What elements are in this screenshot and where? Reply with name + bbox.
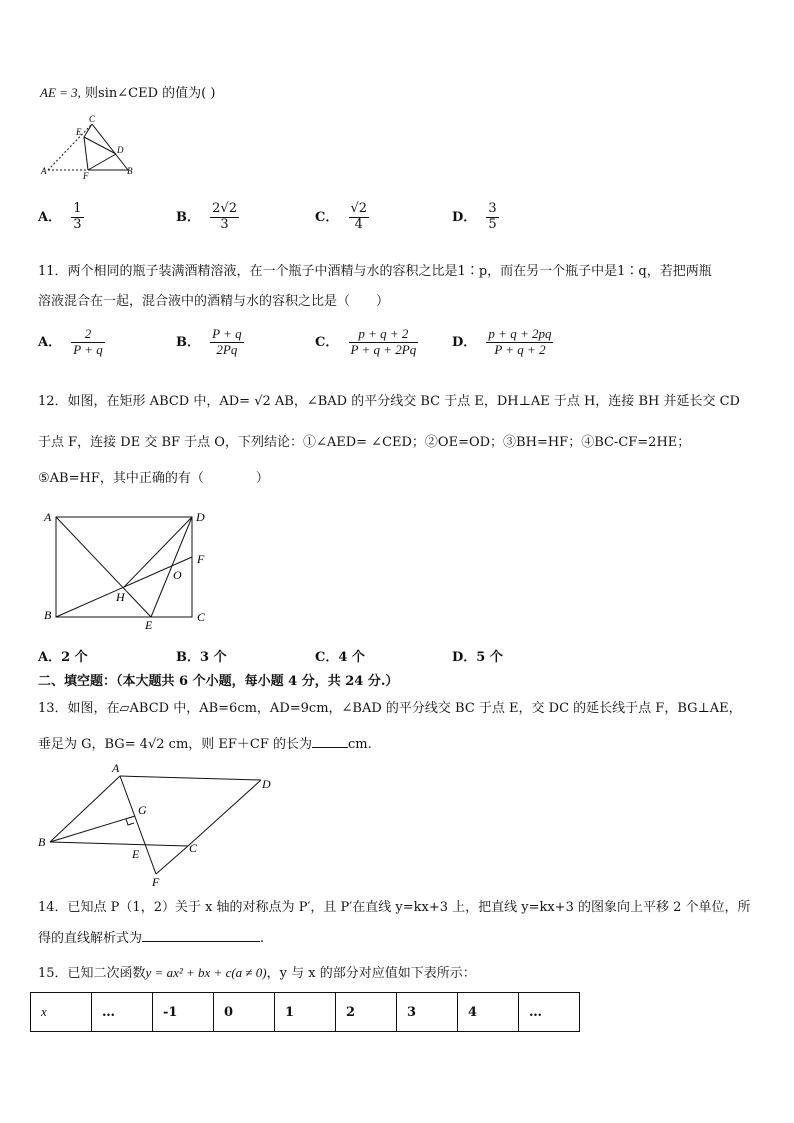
q10-side-ce — [84, 124, 92, 137]
q15-stem — [38, 962, 476, 981]
q10-option-d — [452, 202, 499, 233]
q13-side-ab — [50, 776, 120, 842]
q10-option-b — [176, 202, 239, 233]
q10-stem — [40, 82, 215, 101]
q11-option-c — [315, 327, 418, 358]
q13-line-bg — [50, 816, 135, 842]
q13-side-ad — [120, 776, 261, 780]
q15-stem-post: ，y 与 x 的部分对应值如下表所示： — [266, 966, 476, 981]
q12-option-a-label: A． — [38, 650, 62, 665]
q13-line2-unit: cm. — [348, 737, 372, 752]
q13-label-c: C — [189, 841, 198, 855]
q15-stem-formula: y = ax² + bx + c(a ≠ 0) — [145, 965, 267, 980]
q12-line-dh — [124, 517, 192, 587]
q12-option-d-label: D． — [452, 650, 477, 665]
q13-label-b: B — [38, 835, 46, 849]
q11-option-b-num: P + q — [212, 326, 242, 341]
q13-line2 — [38, 733, 372, 752]
q12-label-d: D — [196, 510, 205, 524]
table-row — [31, 993, 580, 1032]
q11-line1: 11．两个相同的瓶子装满酒精溶液，在一个瓶子中酒精与水的容积之比是1∶p，而在另一个瓶子中是1∶q，若把两瓶 — [38, 264, 712, 279]
q12-option-b-text: 3 个 — [200, 650, 227, 665]
q10-option-c-num: √2 — [350, 201, 368, 216]
q14-line2 — [38, 927, 264, 946]
table-cell: … — [519, 993, 580, 1032]
q10-option-c-den: 4 — [354, 216, 363, 232]
table-cell: 3 — [397, 993, 458, 1032]
q12-option-a — [38, 646, 88, 665]
q11-option-b — [176, 327, 244, 358]
q15-value-table — [30, 992, 580, 1032]
q12-label-a: A — [44, 510, 52, 524]
q13-label-e: E — [132, 847, 140, 861]
q10-option-b-den: 3 — [220, 216, 229, 232]
q12-option-d-text: 5 个 — [476, 650, 503, 665]
q13-label-g: G — [138, 803, 147, 817]
q14-answer-blank[interactable] — [142, 941, 260, 942]
q12-line-de — [151, 517, 192, 617]
q12-line-bf — [56, 557, 192, 617]
q12-label-o: O — [173, 568, 182, 582]
q11-option-b-den: 2Pq — [216, 341, 238, 357]
q11-line2: 溶液混合在一起，混合液中的酒精与水的容积之比是（ ） — [38, 294, 390, 309]
table-cell: -1 — [153, 993, 214, 1032]
q11-option-a-den: P + q — [73, 341, 103, 357]
q11-option-a — [38, 327, 105, 358]
q14-line2-text: 得的直线解析式为 — [38, 931, 143, 946]
q12-label-h: H — [116, 590, 125, 604]
q12-option-a-text: 2 个 — [61, 650, 88, 665]
q12-option-b — [176, 646, 227, 665]
table-cell: … — [92, 993, 153, 1032]
q12-label-c: C — [197, 610, 206, 624]
q13-answer-blank[interactable] — [312, 747, 348, 748]
q10-label-e: E — [76, 127, 82, 137]
q15-stem-pre: 15．已知二次函数 — [38, 966, 146, 981]
q10-option-a-den: 3 — [73, 216, 82, 232]
q11-option-a-num: 2 — [71, 327, 104, 343]
q10-label-b: B — [127, 166, 133, 176]
q12-option-d — [452, 646, 503, 665]
q11-option-c-den: P + q + 2Pq — [350, 341, 417, 357]
q10-option-b-num: 2√2 — [212, 201, 237, 216]
q10-side-ef — [84, 137, 88, 170]
q11-option-d-den: P + q + 2 — [494, 341, 546, 357]
q13-label-d: D — [262, 777, 271, 791]
q10-option-d-label: D． — [452, 209, 477, 225]
q12-line3: ⑤AB=HF，其中正确的有（ ） — [38, 471, 269, 486]
q10-triangle-figure — [36, 112, 146, 182]
q10-label-d: D — [117, 145, 124, 155]
q10-label-c: C — [89, 114, 96, 124]
q10-label-f: F — [83, 171, 89, 181]
q12-option-c — [315, 646, 365, 665]
q12-label-e: E — [145, 618, 153, 630]
q11-option-c-num: p + q + 2 — [349, 327, 419, 343]
q13-side-dc — [188, 780, 261, 846]
q13-ext-cf — [156, 846, 188, 874]
q10-option-b-label: B． — [176, 209, 200, 225]
q11-option-d-num: p + q + 2pq — [488, 326, 552, 341]
q10-option-a — [38, 202, 84, 233]
q12-option-b-label: B． — [176, 650, 200, 665]
q13-label-a: A — [112, 761, 120, 775]
q10-side-ed — [84, 137, 116, 154]
q10-option-d-num: 3 — [488, 201, 497, 216]
q12-option-c-text: 4 个 — [338, 650, 365, 665]
q10-option-a-num: 1 — [73, 201, 82, 216]
q12-label-f: F — [197, 552, 205, 566]
table-cell: 2 — [336, 993, 397, 1032]
q12-label-b: B — [44, 608, 52, 622]
q10-option-c-label: C． — [315, 209, 339, 225]
q10-side-fd — [88, 154, 116, 170]
q13-line2-text: 垂足为 G，BG= 4√2 cm，则 EF＋CF 的长为 — [38, 737, 313, 752]
q13-line1: 13．如图，在▱ABCD 中，AB=6cm，AD=9cm，∠BAD 的平分线交 BC 于点 E，交 DC 的延长线于点 F，BG⊥AE， — [38, 701, 742, 716]
q12-option-c-label: C． — [315, 650, 339, 665]
q10-label-a: A — [41, 166, 47, 176]
q13-label-f: F — [152, 875, 160, 889]
q10-option-d-den: 5 — [488, 216, 497, 232]
q11-option-d — [452, 327, 553, 358]
q10-stem-math: AE = 3, — [40, 85, 81, 100]
q10-stem-text: 则sin∠CED 的值为( ) — [85, 86, 216, 101]
q10-option-c — [315, 202, 369, 233]
table-cell-x: x — [31, 993, 92, 1032]
q11-option-b-label: B． — [176, 334, 200, 350]
q10-option-a-label: A． — [38, 209, 62, 225]
section-heading-fill-in: 二、填空题：（本大题共 6 个小题，每小题 4 分，共 24 分.） — [38, 674, 399, 689]
table-cell: 1 — [275, 993, 336, 1032]
table-cell: 4 — [458, 993, 519, 1032]
q12-line2: 于点 F，连接 DE 交 BF 于点 O，下列结论：①∠AED= ∠CED；②OE=OD；③BH=HF；④BC-CF=2HE； — [38, 435, 691, 450]
q13-parallelogram-figure — [34, 758, 284, 890]
q13-side-bc — [50, 842, 188, 846]
q14-line2-end: . — [260, 931, 265, 946]
q14-line1: 14．已知点 P（1，2）关于 x 轴的对称点为 P′，且 P′在直线 y=kx+3 上，把直线 y=kx+3 的图象向上平移 2 个单位，所 — [38, 900, 751, 915]
q12-line-ae — [56, 517, 151, 617]
q11-option-a-label: A． — [38, 334, 62, 350]
q11-option-c-label: C． — [315, 334, 339, 350]
q11-option-d-label: D． — [452, 334, 477, 350]
q12-rectangle-figure — [38, 505, 218, 630]
q12-line1: 12．如图，在矩形 ABCD 中，AD= √2 AB，∠BAD 的平分线交 BC 于点 E，DH⊥AE 于点 H，连接 BH 并延长交 CD — [38, 394, 740, 409]
table-cell: 0 — [214, 993, 275, 1032]
q13-right-angle-mark — [126, 819, 134, 825]
